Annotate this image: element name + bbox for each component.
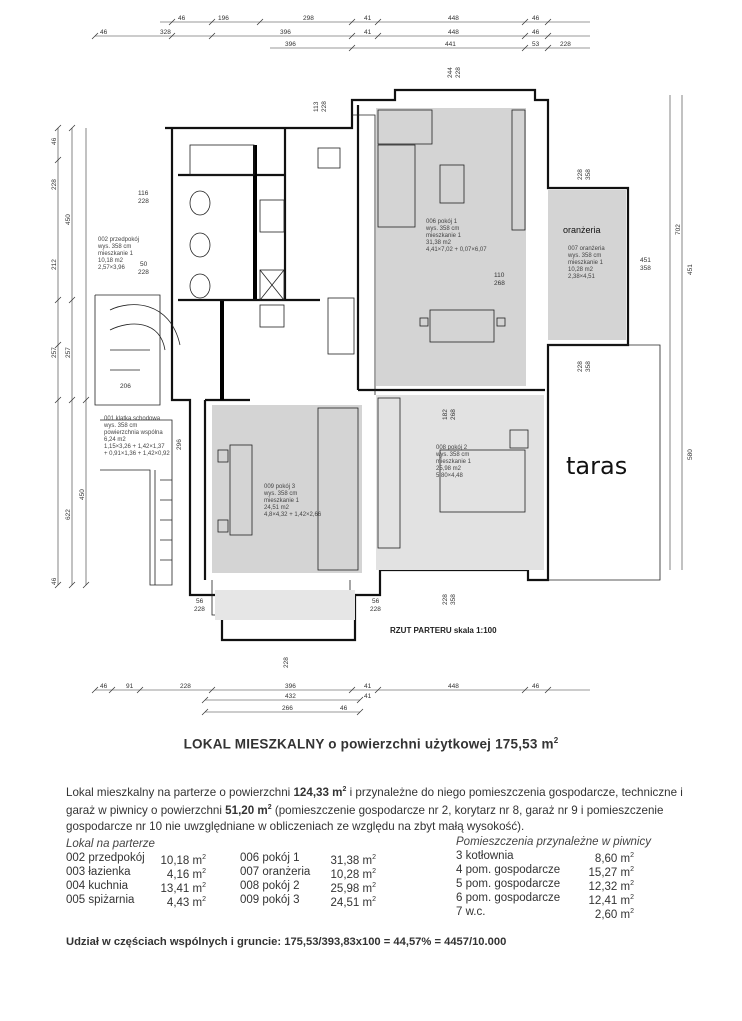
room-002-line: mieszkanie 1 xyxy=(98,251,134,257)
area-row xyxy=(66,893,206,907)
dim-bottom-7: 46 xyxy=(532,683,540,690)
dim-top-16: 228 xyxy=(560,41,571,48)
dim-misc-9: 110 xyxy=(494,272,505,279)
dim-misc-12: 358 xyxy=(585,169,592,180)
room-floors xyxy=(212,108,626,620)
room-008-line: wys. 358 cm xyxy=(436,452,470,458)
area-row-name: 5 pom. gospodarcze xyxy=(456,878,561,890)
taras-label: taras xyxy=(566,452,628,480)
ground-floor-heading: Lokal na parterze xyxy=(66,838,155,850)
room-001-line: + 0,91×1,36 + 1,42×0,92 xyxy=(104,451,170,457)
room-009-line: wys. 358 cm xyxy=(264,491,298,497)
dim-misc-25: 228 xyxy=(283,657,290,668)
dim-misc-7: 50 xyxy=(140,261,148,268)
dim-top-15: 53 xyxy=(532,41,540,48)
room-006-line: 4,41×7,02 + 0,07×6,07 xyxy=(426,247,487,253)
dim-left-8: 46 xyxy=(51,137,58,145)
dim-bottom-9: 41 xyxy=(364,693,372,700)
dim-misc-21: 56 xyxy=(372,598,380,605)
area-row xyxy=(240,865,376,879)
area-row xyxy=(240,893,376,907)
area-row-value: 15,27 $m^2$ xyxy=(588,866,634,879)
dim-bottom-1: 46 xyxy=(100,683,108,690)
room-009-line: 24,51 m2 xyxy=(264,505,290,511)
dim-top-3: 298 xyxy=(303,15,314,22)
room-006-line: 006 pokój 1 xyxy=(426,219,458,225)
dim-bottom-2: 91 xyxy=(126,683,134,690)
page-title: LOKAL MIESZKALNY o powierzchni użytkowej 175,53 $m^2$ xyxy=(183,736,559,752)
area-row-value: 25,98 $m^2$ xyxy=(330,882,376,895)
area-row-value: 24,51 $m^2$ xyxy=(330,896,376,909)
dim-bottom-5: 41 xyxy=(364,683,372,690)
room-009-line: mieszkanie 1 xyxy=(264,498,300,504)
dim-left-7: 622 xyxy=(65,509,72,520)
area-row xyxy=(66,879,206,893)
dim-misc-3: 244 xyxy=(447,67,454,78)
dim-misc-19: 56 xyxy=(196,598,204,605)
area-row xyxy=(66,851,206,865)
dim-bottom-10: 266 xyxy=(282,705,293,712)
dim-misc-13: 451 xyxy=(640,257,651,264)
dim-left-4: 257 xyxy=(51,347,58,358)
dim-top-13: 396 xyxy=(285,41,296,48)
dim-top-9: 396 xyxy=(280,29,291,36)
dim-bottom-4: 396 xyxy=(285,683,296,690)
dim-bottom-3: 228 xyxy=(180,683,191,690)
room-008-line: 25,98 m2 xyxy=(436,466,462,472)
area-row-name: 4 pom. gospodarcze xyxy=(456,864,561,876)
dim-misc-10: 268 xyxy=(494,280,505,287)
area-row-name: 3 kotłownia xyxy=(456,850,514,862)
dim-misc-1: 113 xyxy=(313,101,320,112)
area-row-name: 003 łazienka xyxy=(66,866,131,878)
area-row-value: 10,18 $m^2$ xyxy=(160,854,206,867)
dim-left-3: 212 xyxy=(51,259,58,270)
scale-label: RZUT PARTERU skala 1:100 xyxy=(390,626,497,635)
area-row xyxy=(240,851,376,865)
dim-misc-23: 228 xyxy=(442,594,449,605)
dim-top-11: 448 xyxy=(448,29,459,36)
dim-top-4: 41 xyxy=(364,15,372,22)
dim-bottom-11: 46 xyxy=(340,705,348,712)
area-row-name: 006 pokój 1 xyxy=(240,852,300,864)
dim-left-2: 450 xyxy=(65,214,72,225)
dim-top-7: 46 xyxy=(100,29,108,36)
dim-misc-5: 116 xyxy=(138,190,149,197)
dim-top-8: 328 xyxy=(160,29,171,36)
dim-misc-15: 228 xyxy=(577,361,584,372)
dim-misc-14: 358 xyxy=(640,265,651,272)
dim-bottom-8: 432 xyxy=(285,693,296,700)
area-row-value: 8,60 $m^2$ xyxy=(594,852,634,865)
dim-right-3: 580 xyxy=(687,449,694,460)
dim-top-5: 448 xyxy=(448,15,459,22)
dim-misc-27: 206 xyxy=(120,383,131,390)
room-001-line: wys. 358 cm xyxy=(104,423,138,429)
room-007-line: 10,28 m2 xyxy=(568,267,594,273)
area-row xyxy=(240,879,376,893)
room-009-line: 4,8×4,32 + 1,42×2,66 xyxy=(264,512,322,518)
dim-top-6: 46 xyxy=(532,15,540,22)
dim-bottom-6: 448 xyxy=(448,683,459,690)
room-002-line: 2,57×3,96 xyxy=(98,265,125,271)
area-row-name: 009 pokój 3 xyxy=(240,894,300,906)
room-002-line: 002 przedpokój xyxy=(98,237,140,243)
room-007-line: 2,38×4,51 xyxy=(568,274,595,280)
dim-misc-22: 228 xyxy=(370,606,381,613)
room-002-line: 10,18 m2 xyxy=(98,258,124,264)
room-007-line: 007 oranżeria xyxy=(568,246,605,252)
area-row-value: 4,16 $m^2$ xyxy=(166,868,206,881)
area-row-value: 10,28 $m^2$ xyxy=(330,868,376,881)
top-dimension-lines xyxy=(92,15,590,51)
room-008-line: 5,80×4,48 xyxy=(436,473,463,479)
bottom-dimension-lines xyxy=(92,683,590,715)
area-row xyxy=(456,891,634,905)
area-row-name: 6 pom. gospodarcze xyxy=(456,892,561,904)
area-row xyxy=(456,849,634,863)
room-006-line: mieszkanie 1 xyxy=(426,233,462,239)
description-paragraph: Lokal mieszkalny na parterze o powierzchni 124,33 $m^2$ i przynależne do niego pomieszczenia gospodarcze, techniczne i garaż w piwnicy o powierzchni 51,20 $m^2$ (pomieszczenie gospodarcze nr 2, korytarz nr 8, garaż nr 9 i pomieszczenie gospodarcze nr 10 nie uwzględniane w obliczeniach ze względu na zbyt małą wysokość). xyxy=(66,785,683,833)
room-006-line: 31,38 m2 xyxy=(426,240,452,246)
area-row-value: 31,38 $m^2$ xyxy=(330,854,376,867)
area-row-name: 008 pokój 2 xyxy=(240,880,300,892)
dim-misc-4: 228 xyxy=(455,67,462,78)
dim-misc-6: 228 xyxy=(138,198,149,205)
dim-top-12: 46 xyxy=(532,29,540,36)
dim-left-9: 46 xyxy=(51,577,58,585)
area-row xyxy=(456,905,634,919)
room-007-line: mieszkanie 1 xyxy=(568,260,604,266)
right-dimension-lines xyxy=(670,95,694,570)
dim-left-6: 450 xyxy=(79,489,86,500)
basement-heading: Pomieszczenia przynależne w piwnicy xyxy=(456,836,651,848)
room-002-line: wys. 358 cm xyxy=(98,244,132,250)
dim-right-2: 451 xyxy=(687,264,694,275)
area-row-name: 005 spiżarnia xyxy=(66,894,135,906)
area-row-name: 002 przedpokój xyxy=(66,852,145,864)
dim-top-2: 196 xyxy=(218,15,229,22)
dim-top-1: 46 xyxy=(178,15,186,22)
area-row-value: 12,32 $m^2$ xyxy=(588,880,634,893)
area-row xyxy=(456,863,634,877)
room-001-line: 1,15×3,26 + 1,42×1,37 xyxy=(104,444,165,450)
dim-misc-24: 358 xyxy=(450,594,457,605)
dim-misc-26: 296 xyxy=(176,439,183,450)
dim-left-1: 228 xyxy=(51,179,58,190)
room-001-line: powierzchnia wspólna xyxy=(104,430,163,436)
area-row-value: 13,41 $m^2$ xyxy=(160,882,206,895)
oranzeria-label: oranżeria xyxy=(563,225,601,235)
dim-right-1: 702 xyxy=(675,224,682,235)
dim-misc-16: 358 xyxy=(585,361,592,372)
area-row-value: 2,60 $m^2$ xyxy=(594,908,634,921)
room-006-line: wys. 358 cm xyxy=(426,226,460,232)
dim-top-10: 41 xyxy=(364,29,372,36)
room-001-line: 001 klatka schodowa xyxy=(104,416,161,422)
dim-misc-17: 182 xyxy=(442,409,449,420)
share-line: Udział w częściach wspólnych i gruncie: 175,53/393,83x100 = 44,57% = 4457/10.000 xyxy=(66,936,507,948)
dim-left-5: 257 xyxy=(65,347,72,358)
dim-top-14: 441 xyxy=(445,41,456,48)
dim-misc-11: 228 xyxy=(577,169,584,180)
document-text xyxy=(0,730,742,1021)
room-007-line: wys. 358 cm xyxy=(568,253,602,259)
area-row xyxy=(456,877,634,891)
room-001-line: 6,24 m2 xyxy=(104,437,126,443)
room-008-line: 008 pokój 2 xyxy=(436,445,468,451)
area-row-name: 007 oranżeria xyxy=(240,866,311,878)
dim-misc-18: 268 xyxy=(450,409,457,420)
area-row-name: 7 w.c. xyxy=(456,906,486,918)
dim-misc-2: 228 xyxy=(321,101,328,112)
area-row-value: 12,41 $m^2$ xyxy=(588,894,634,907)
area-row-name: 004 kuchnia xyxy=(66,880,129,892)
dim-misc-8: 228 xyxy=(138,269,149,276)
area-row xyxy=(66,865,206,879)
room-009-line: 009 pokój 3 xyxy=(264,484,296,490)
area-row-value: 4,43 $m^2$ xyxy=(166,896,206,909)
dim-misc-20: 228 xyxy=(194,606,205,613)
room-008-line: mieszkanie 1 xyxy=(436,459,472,465)
left-dimension-lines xyxy=(51,125,89,588)
